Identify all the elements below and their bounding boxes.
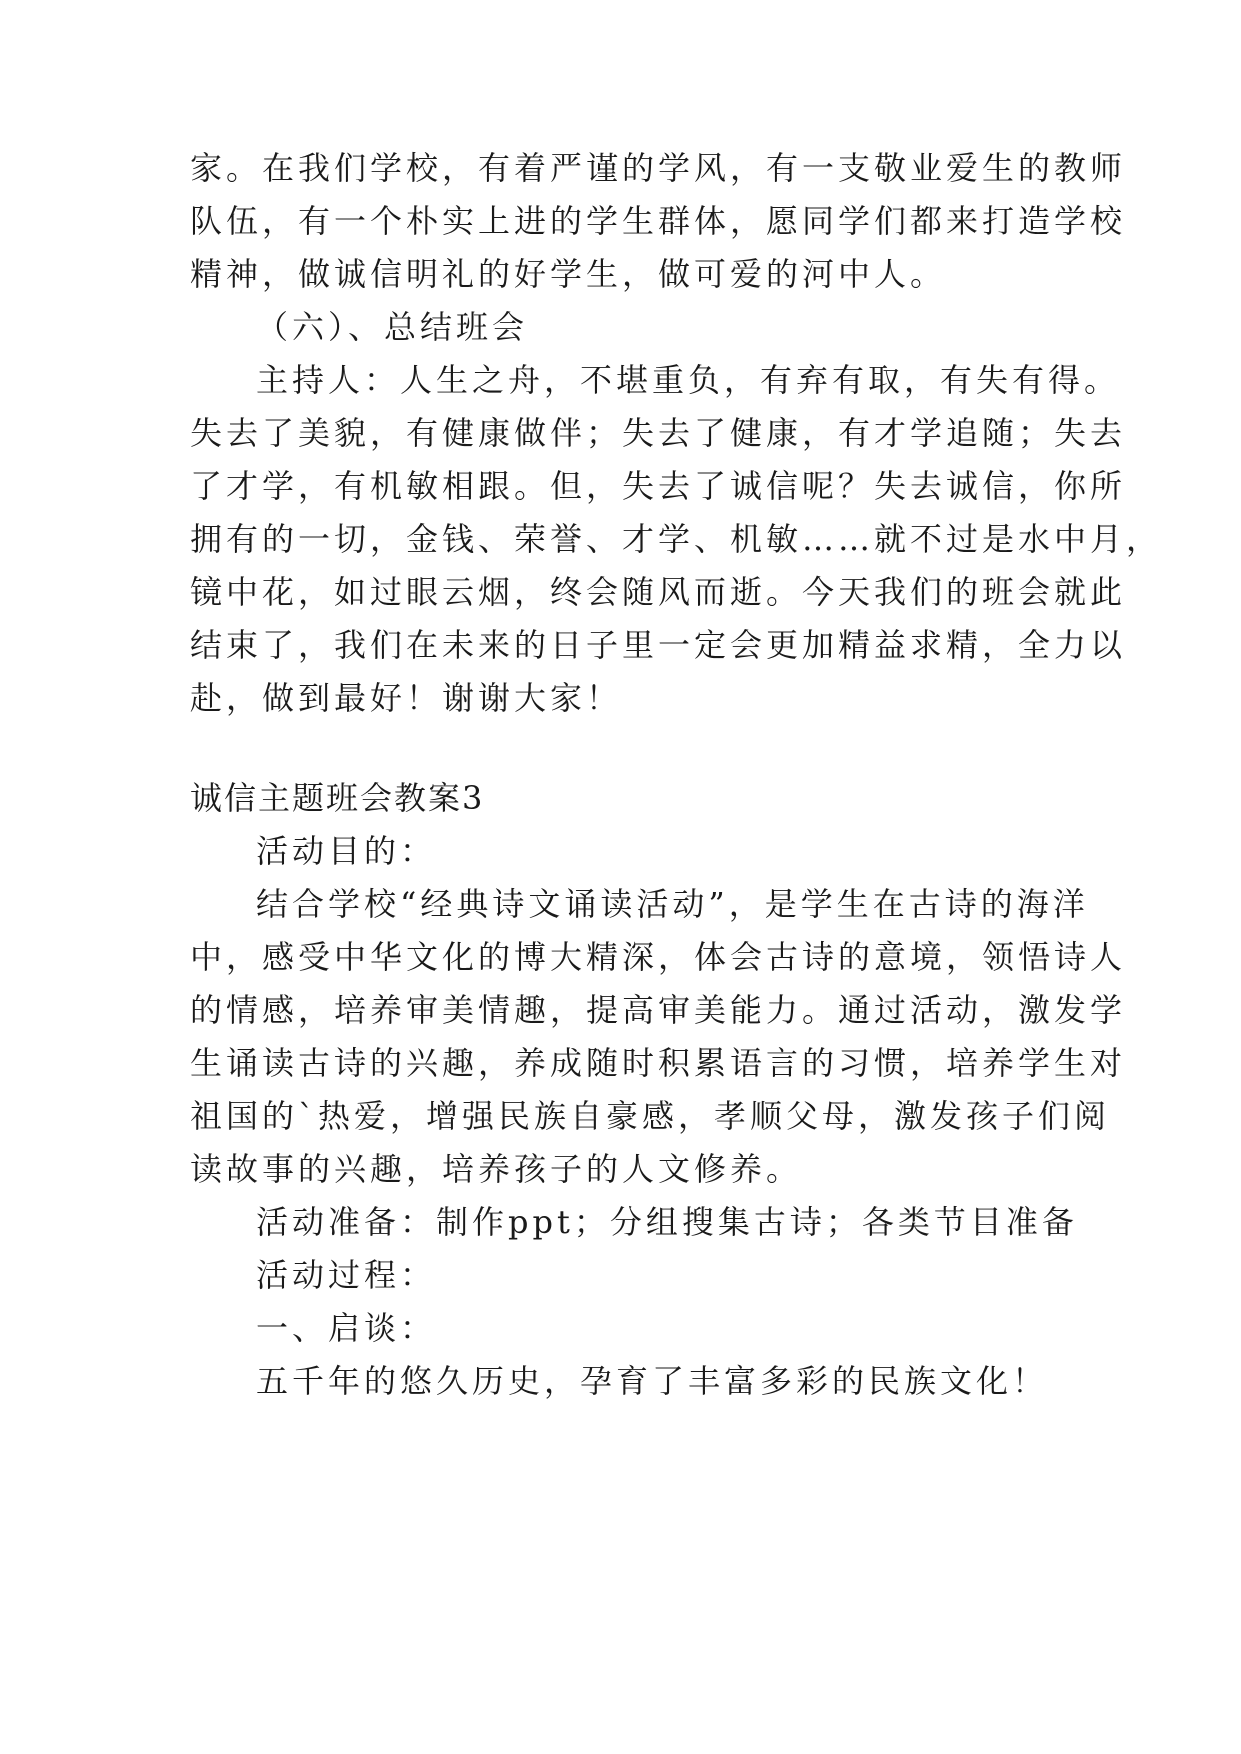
purpose-line: 祖国的`热爱，增强民族自豪感，孝顺父母，激发孩子们阅 [190, 1097, 1111, 1135]
section-subheading: （六）、总结班会 [256, 308, 529, 346]
step-label: 一、启谈： [256, 1309, 437, 1347]
closing-line: 赴，做到最好！谢谢大家！ [190, 679, 623, 717]
closing-line: 主持人：人生之舟，不堪重负，有弃有取，有失有得。 [256, 361, 1121, 399]
closing-line: 失去了美貌，有健康做伴；失去了健康，有才学追随；失去 [190, 414, 1127, 452]
closing-line: 镜中花，如过眼云烟，终会随风而逝。今天我们的班会就此 [190, 573, 1127, 611]
purpose-line: 的情感，培养审美情趣，提高审美能力。通过活动，激发学 [190, 991, 1127, 1029]
purpose-line: 生诵读古诗的兴趣，养成随时积累语言的习惯，培养学生对 [190, 1044, 1127, 1082]
paragraph-line: 家。在我们学校，有着严谨的学风，有一支敬业爱生的教师 [190, 149, 1127, 187]
closing-line: 结束了，我们在未来的日子里一定会更加精益求精，全力以 [190, 626, 1127, 664]
section-title: 诚信主题班会教案3 [190, 779, 485, 817]
purpose-line: 读故事的兴趣，培养孩子的人文修养。 [190, 1150, 803, 1188]
purpose-line: 中，感受中华文化的博大精深，体会古诗的意境，领悟诗人 [190, 938, 1127, 976]
purpose-line: 结合学校“经典诗文诵读活动”，是学生在古诗的海洋 [256, 885, 1089, 923]
process-label: 活动过程： [256, 1256, 437, 1294]
preparation-line: 活动准备：制作ppt；分组搜集古诗；各类节目准备 [256, 1203, 1078, 1241]
paragraph-line: 精神，做诚信明礼的好学生，做可爱的河中人。 [190, 255, 947, 293]
purpose-label: 活动目的： [256, 832, 437, 870]
closing-line: 拥有的一切，金钱、荣誉、才学、机敏……就不过是水中月， [190, 520, 1163, 558]
step-text: 五千年的悠久历史，孕育了丰富多彩的民族文化！ [256, 1362, 1049, 1400]
paragraph-line: 队伍，有一个朴实上进的学生群体，愿同学们都来打造学校 [190, 202, 1127, 240]
closing-line: 了才学，有机敏相跟。但，失去了诚信呢？失去诚信，你所 [190, 467, 1127, 505]
